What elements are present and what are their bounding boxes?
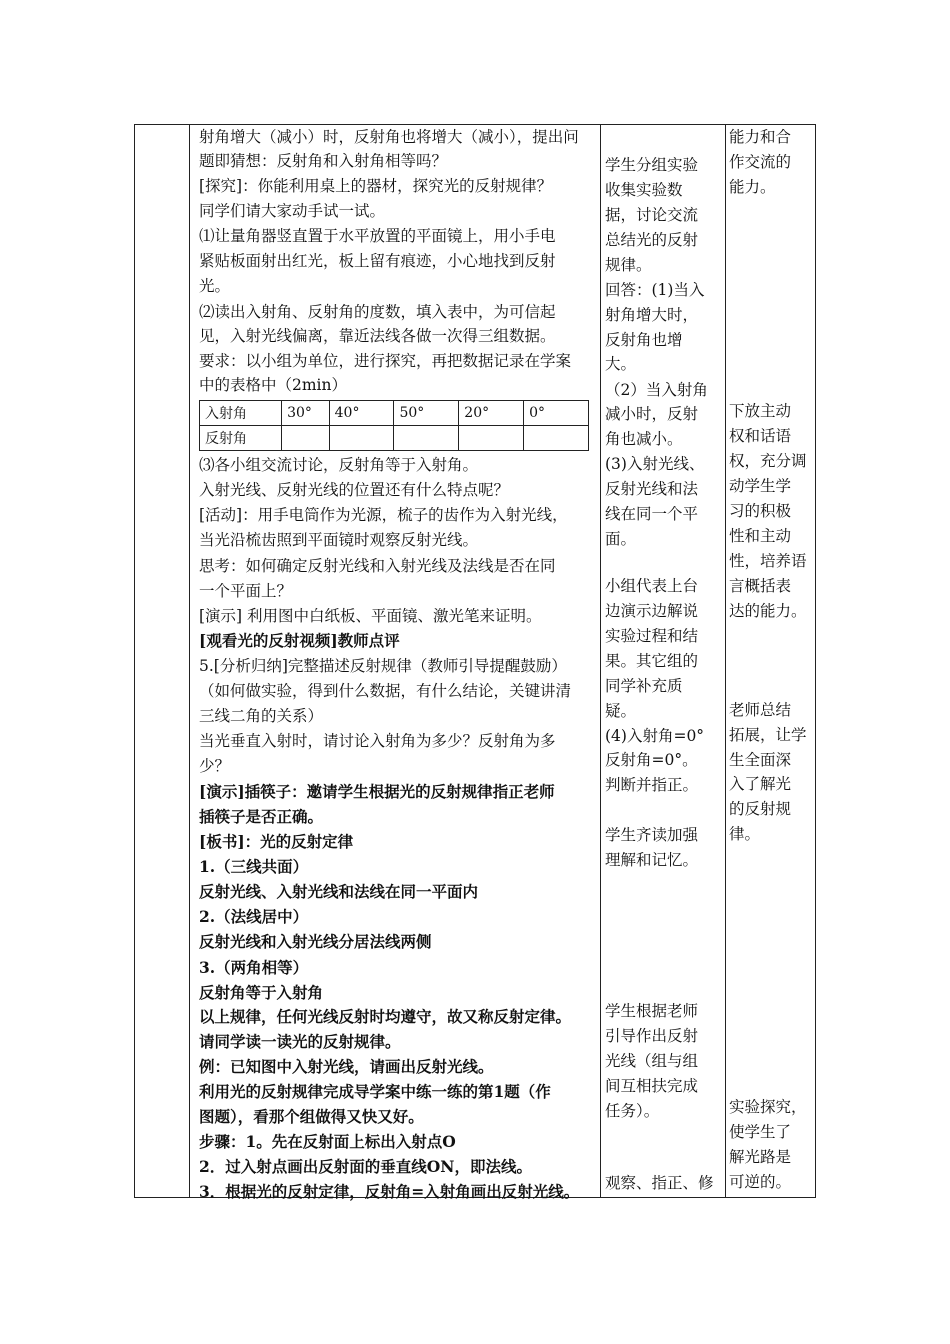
- intent-text-line: 老师总结: [729, 701, 792, 719]
- teacher-text-line: 要求：以小组为单位，进行探究，再把数据记录在学案: [199, 352, 572, 370]
- teacher-text-line: ⑶各小组交流讨论，反射角等于入射角。: [199, 456, 479, 474]
- teacher-text-line: 反射光线和入射光线分居法线两侧: [199, 932, 432, 951]
- incident-angle-row: [200, 401, 589, 426]
- teacher-text-line: ⑴让量角器竖直置于水平放置的平面镜上，用小手电: [199, 227, 556, 245]
- teacher-text-line: 例：已知图中入射光线，请画出反射光线。: [199, 1057, 494, 1076]
- lesson-plan-table: [134, 124, 816, 1201]
- student-text-line: 同学补充质: [605, 677, 683, 695]
- intent-text-line: 解光路是: [729, 1148, 792, 1166]
- student-text-line: 反射角=0°。: [605, 751, 698, 769]
- student-text-line: 学生分组实验: [605, 156, 699, 174]
- intent-text-line: 实验探究，: [729, 1098, 807, 1116]
- intent-text-line: 作交流的: [729, 153, 792, 171]
- teacher-text-line: 中的表格中（2min）: [199, 376, 347, 394]
- student-text-line: 学生齐读加强: [605, 826, 699, 844]
- teacher-text-line: [演示] 利用图中白纸板、平面镜、激光笔来证明。: [199, 607, 542, 625]
- reflection-angle-row: [200, 426, 589, 451]
- intent-text-line: 动学生学: [729, 477, 792, 495]
- student-text-line: 角也减小。: [605, 430, 683, 448]
- intent-text-line: 可逆的。: [729, 1173, 792, 1191]
- intent-text-line: 权，充分调: [729, 452, 807, 470]
- student-text-line: 大。: [605, 355, 637, 373]
- teacher-activity-column: [199, 125, 595, 1201]
- incident-angle-cell: 0°: [524, 401, 589, 426]
- reflection-angle-cell: [394, 426, 459, 451]
- teacher-text-line: 2.（法线居中）: [199, 907, 309, 926]
- teacher-text-line: 反射光线、入射光线和法线在同一平面内: [199, 882, 479, 901]
- student-text-line: 反射角也增: [605, 331, 683, 349]
- teacher-text-line: 入射光线、反射光线的位置还有什么特点呢？: [199, 481, 510, 499]
- teacher-text-line: 思考：如何确定反射光线和入射光线及法线是否在同: [199, 557, 556, 575]
- teacher-text-line: 插筷子是否正确。: [199, 807, 324, 826]
- incident-angle-cell: 50°: [394, 401, 459, 426]
- reflection-angle-cell: [524, 426, 589, 451]
- teacher-text-line: [演示]插筷子：邀请学生根据光的反射规律指正老师: [199, 782, 555, 801]
- student-text-line: （2）当入射角: [605, 381, 708, 399]
- teacher-text-line: 光。: [199, 277, 231, 295]
- teacher-text-line: 一个平面上？: [199, 582, 293, 600]
- reflection-angle-cell: 反射角: [200, 426, 282, 451]
- incident-angle-cell: 30°: [282, 401, 330, 426]
- intent-text-line: 言概括表: [729, 577, 792, 595]
- student-text-line: 边演示边解说: [605, 602, 699, 620]
- student-text-line: 面。: [605, 530, 637, 548]
- column-divider: [189, 125, 190, 1197]
- student-text-line: 据，讨论交流: [605, 206, 699, 224]
- intent-text-line: 能力和合: [729, 128, 792, 146]
- student-text-line: 减小时，反射: [605, 405, 699, 423]
- intent-text-line: 下放主动: [729, 402, 792, 420]
- teacher-text-line: ⑵读出入射角、反射角的度数，填入表中，为可信起: [199, 303, 556, 321]
- teacher-text-line: 射角增大（减小）时，反射角也将增大（减小），提出问: [199, 128, 579, 146]
- teacher-text-line: 步骤：1。先在反射面上标出入射点O: [199, 1132, 456, 1151]
- student-activity-column: [605, 125, 723, 1197]
- student-text-line: 小组代表上台: [605, 577, 699, 595]
- reflection-angle-cell: [459, 426, 524, 451]
- student-text-line: 判断并指正。: [605, 776, 699, 794]
- intent-text-line: 使学生了: [729, 1123, 792, 1141]
- teacher-text-line: [探究]：你能利用桌上的器材，探究光的反射规律？: [199, 177, 553, 195]
- student-text-line: 任务）。: [605, 1102, 660, 1120]
- teacher-text-line: 同学们请大家动手试一试。: [199, 202, 386, 220]
- incident-angle-cell: 40°: [329, 401, 394, 426]
- teacher-text-line: 题即猜想：反射角和入射角相等吗？: [199, 152, 448, 170]
- student-text-line: 光线（组与组: [605, 1052, 699, 1070]
- intent-text-line: 拓展，让学: [729, 726, 807, 744]
- student-text-line: 回答：(1)当入: [605, 281, 705, 299]
- reflection-angle-cell: [329, 426, 394, 451]
- teacher-text-line: 以上规律，任何光线反射时均遵守，故又称反射定律。: [199, 1007, 572, 1026]
- student-text-line: 疑。: [605, 702, 637, 720]
- student-text-line: 学生根据老师: [605, 1002, 699, 1020]
- teacher-text-line: 图题），看那个组做得又快又好。: [199, 1107, 424, 1126]
- teacher-text-line: 三线二角的关系）: [199, 707, 324, 725]
- teacher-text-line: 反射角等于入射角: [199, 983, 324, 1002]
- intent-text-line: 入了解光: [729, 775, 792, 793]
- student-text-line: 观察、指正、修: [605, 1174, 714, 1192]
- student-text-line: 线在同一个平: [605, 505, 699, 523]
- teacher-text-line: 利用光的反射规律完成导学案中练一练的第1题（作: [199, 1082, 551, 1101]
- intent-text-line: 律。: [729, 825, 761, 843]
- intent-text-line: 能力。: [729, 178, 776, 196]
- teacher-text-line: 1.（三线共面）: [199, 857, 309, 876]
- intent-text-line: 性，培养语: [729, 552, 807, 570]
- teacher-text-line: 见，入射光线偏离，靠近法线各做一次得三组数据。: [199, 327, 556, 345]
- design-intent-column: [729, 125, 819, 1197]
- student-text-line: (4)入射角=0°: [605, 727, 705, 745]
- student-text-line: 收集实验数: [605, 181, 683, 199]
- student-text-line: 射角增大时，: [605, 306, 699, 324]
- teacher-text-line: [观看光的反射视频]教师点评: [199, 631, 400, 650]
- student-text-line: 果。其它组的: [605, 652, 699, 670]
- column-divider: [725, 125, 726, 1197]
- student-text-line: 规律。: [605, 256, 652, 274]
- teacher-text-line: [活动]：用手电筒作为光源，梳子的齿作为入射光线，: [199, 506, 568, 524]
- teacher-text-line: [板书]：光的反射定律: [199, 832, 354, 851]
- teacher-text-line: 5.[分析归纳]完整描述反射规律（教师引导提醒鼓励）: [199, 657, 567, 675]
- teacher-text-line: 少？: [199, 757, 231, 775]
- intent-text-line: 生全面深: [729, 751, 792, 769]
- intent-text-line: 的反射规: [729, 800, 792, 818]
- intent-text-line: 权和话语: [729, 427, 792, 445]
- teacher-text-line: 3.（两角相等）: [199, 958, 309, 977]
- student-text-line: 反射光线和法: [605, 480, 699, 498]
- student-text-line: (3)入射光线、: [605, 455, 705, 473]
- student-text-line: 总结光的反射: [605, 231, 699, 249]
- teacher-text-line: 3．根据光的反射定律，反射角=入射角画出反射光线。: [199, 1182, 580, 1201]
- student-text-line: 理解和记忆。: [605, 851, 699, 869]
- intent-text-line: 性和主动: [729, 527, 792, 545]
- teacher-text-line: 当光垂直入射时，请讨论入射角为多少？反射角为多: [199, 732, 556, 750]
- teacher-text-line: 请同学读一读光的反射规律。: [199, 1032, 401, 1051]
- teacher-text-line: 2．过入射点画出反射面的垂直线ON，即法线。: [199, 1157, 532, 1176]
- incident-angle-cell: 20°: [459, 401, 524, 426]
- angle-data-table: [199, 400, 589, 451]
- reflection-angle-cell: [282, 426, 330, 451]
- student-text-line: 实验过程和结: [605, 627, 699, 645]
- incident-angle-cell: 入射角: [200, 401, 282, 426]
- column-divider: [600, 125, 601, 1197]
- student-text-line: 引导作出反射: [605, 1027, 699, 1045]
- student-text-line: 间互相扶完成: [605, 1077, 699, 1095]
- intent-text-line: 达的能力。: [729, 602, 807, 620]
- teacher-text-line: 当光沿梳齿照到平面镜时观察反射光线。: [199, 531, 479, 549]
- teacher-text-line: （如何做实验，得到什么数据，有什么结论，关键讲清: [199, 682, 572, 700]
- teacher-text-line: 紧贴板面射出红光，板上留有痕迹，小心地找到反射: [199, 252, 556, 270]
- intent-text-line: 习的积极: [729, 502, 792, 520]
